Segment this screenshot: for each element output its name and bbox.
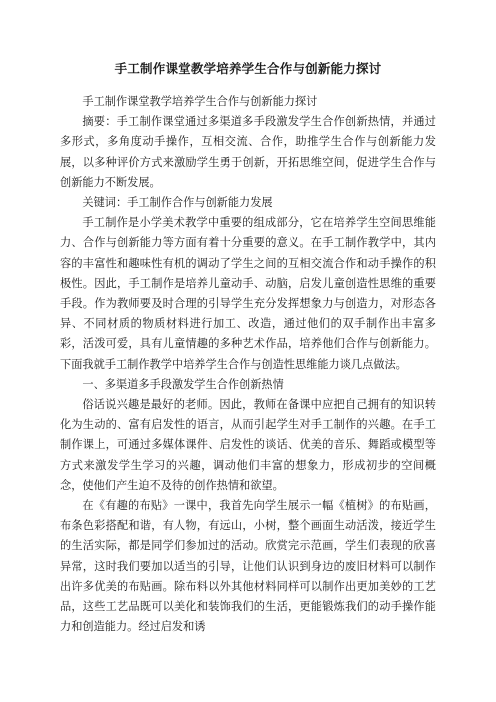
section-1-paragraph-1: 俗话说兴趣是最好的老师。因此，教师在备课中应把自己拥有的知识转化为生动的、富有启发性的语言，从而引起学生对手工制作的兴趣。在手工制作课上，可通过多媒体课件、启发性的谈话、优美的音乐、舞蹈或模型等方式来激发学生学习的兴趣，调动他们丰富的想象力，形成初步的空间概念，使他们产生迫不及待的创作热情和欲望。 bbox=[60, 398, 436, 492]
keywords-line: 关键词：手工制作合作与创新能力发展 bbox=[82, 196, 273, 210]
section-1-heading: 一、多渠道多手段激发学生合作创新热情 bbox=[82, 377, 284, 391]
document-subtitle: 手工制作课堂教学培养学生合作与创新能力探讨 bbox=[82, 95, 318, 108]
intro-paragraph: 手工制作是小学美术教学中重要的组成部分，它在培养学生空间思维能力、合作与创新能力等方面有着十分重要的意义。在手工制作教学中，其内容的丰富性和趣味性有机的调动了学生之间的互相交流合作和动手操作的积极性。因此，手工制作是培养儿童动手、动脑，启发儿童创造性思维的重要手段。作为教师要及时合理的引导学生充分发挥想象力与创造力，对形态各异、不同材质的物质材料进行加工、改造，通过他们的双手制作出丰富多彩，活泼可爱，具有儿童情趣的多种艺术作品，培养他们合作与创新能力。下面我就手工制作教学中培养学生合作与创造性思维能力谈几点做法。 bbox=[60, 216, 436, 371]
document-title: 手工制作课堂教学培养学生合作与创新能力探讨 bbox=[114, 61, 382, 76]
abstract-paragraph: 摘要：手工制作课堂通过多渠道多手段激发学生合作创新热情，并通过多形式，多角度动手操作，互相交流、合作，助推学生合作与创新能力发展，以多种评价方式来激励学生勇于创新，开拓思维空间，促进学生合作与创新能力不断发展。 bbox=[60, 115, 436, 189]
section-1-paragraph-2: 在《有趣的布贴》一课中，我首先向学生展示一幅《植树》的布贴画，布条色彩搭配和谐，有人物，有远山，小树，整个画面生动活泼，接近学生的生活实际，都是同学们参加过的活动。欣赏完示范画，学生们表现的欣喜异常，这时我们要加以适当的引导，让他们认识到身边的废旧材料可以制作出许多优美的布贴画。除布料以外其他材料同样可以制作出更加美妙的工艺品，这些工艺品既可以美化和装饰我们的生活，更能锻炼我们的动手操作能力和创造能力。经过启发和诱 bbox=[60, 499, 436, 634]
